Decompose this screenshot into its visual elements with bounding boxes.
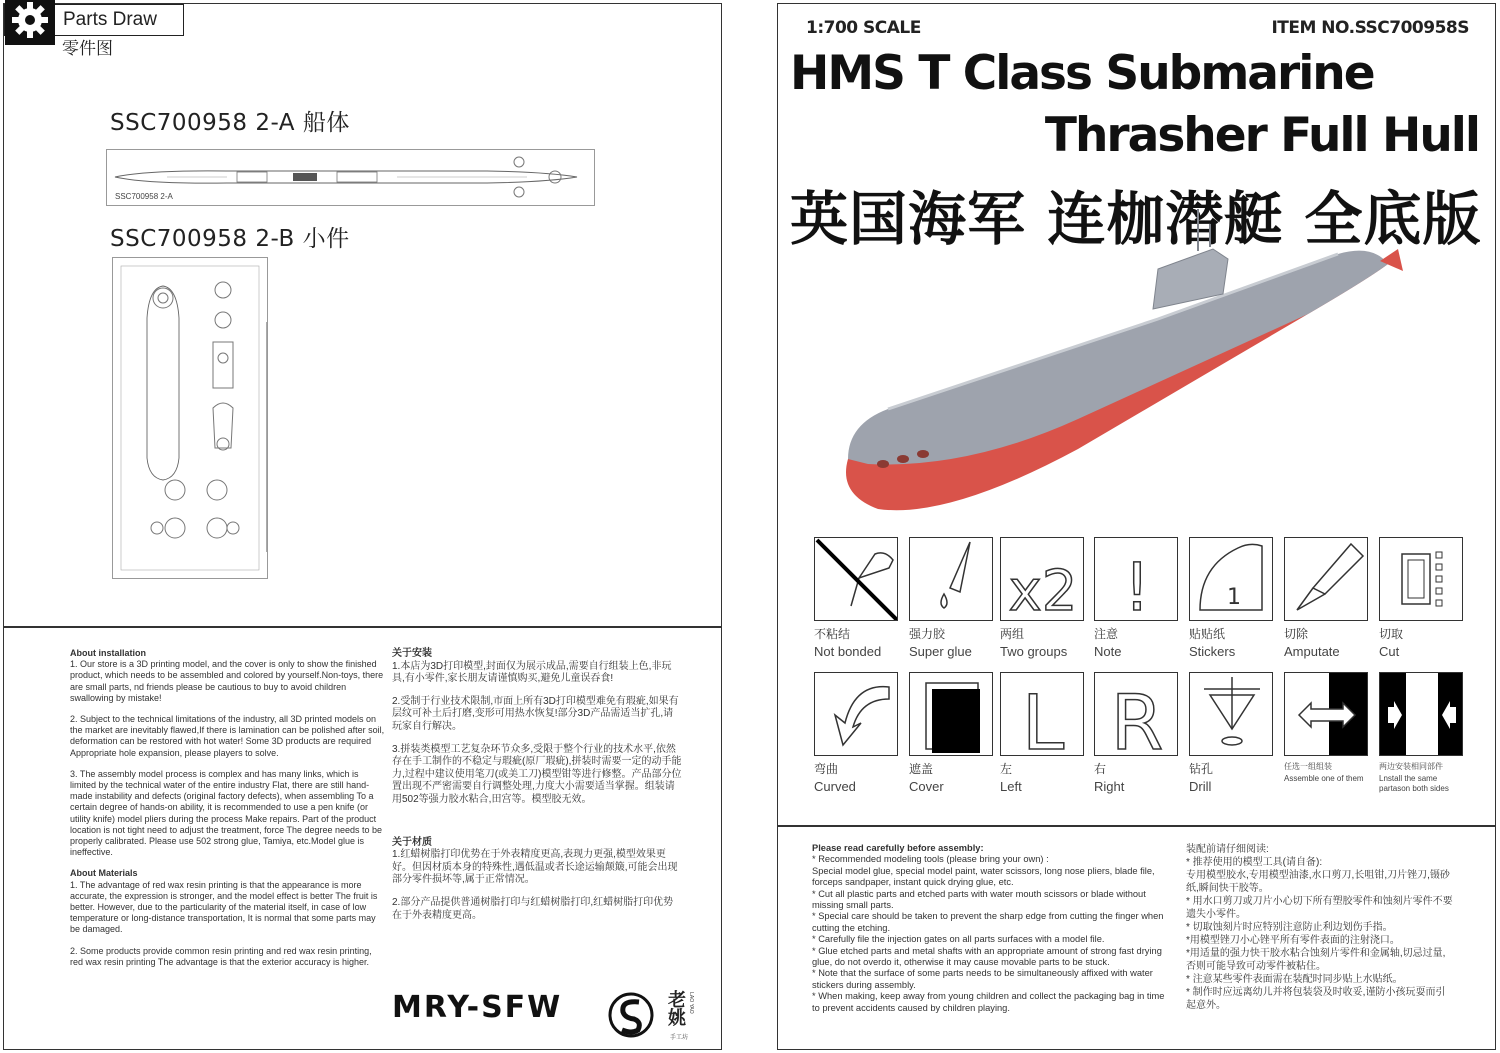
curved-icon [814, 672, 898, 756]
two-groups-icon [1000, 537, 1084, 621]
install-title-en: About installation [70, 648, 146, 658]
assembly-en-l2: Special model glue, special model paint, water scissors, long nose pliers, blade file, forceps sandpaper, instant quick drying glue, etc. [812, 865, 1155, 888]
cut-icon [1379, 537, 1463, 621]
materials-p1-cn: 1.红蜡树脂打印优势在于外表精度更高,表现力更强,模型效果更好。但因材质本身的特殊性,遇低温或者长途运输颠簸,可能会出现部分零件损坏等,属于正常情况。 [392, 849, 678, 886]
svg-text:L: L [1021, 678, 1065, 756]
icon-legend-item [1094, 537, 1180, 659]
icon-label-en: Two groups [1000, 644, 1068, 659]
icon-label-cn: 贴贴纸 [1189, 627, 1226, 641]
icon-label-en: Cover [909, 779, 944, 794]
icon-label-cn: 弯曲 [814, 762, 839, 776]
parts-draw-label: Parts Draw [63, 9, 157, 30]
seal-mark [662, 990, 702, 1040]
scale-label: 1:700 SCALE [806, 18, 921, 38]
title-line-2: Thrasher Full Hull [1044, 108, 1479, 163]
assembly-en-l8: * When making, keep away from young children and collect the packaging bag in time to prevent accidents caused by children playing. [812, 991, 1165, 1013]
icon-legend-item [1284, 672, 1370, 784]
assembly-en-l1: * Recommended modeling tools (please bring your own) : [812, 854, 1049, 865]
svg-text:R: R [1110, 678, 1164, 756]
assembly-cn-l1: * 推荐使用的模型工具(请自备): [1186, 857, 1323, 868]
icon-label-cn: 不粘结 [814, 627, 851, 641]
right-icon [1094, 672, 1178, 756]
assembly-title-cn: 装配前请仔细阅读: [1186, 844, 1269, 855]
note-icon [1094, 537, 1178, 621]
icon-legend-item [909, 672, 995, 794]
icon-legend-item [1379, 672, 1465, 794]
icon-label-en: Not bonded [814, 644, 882, 659]
icon-label-en: Stickers [1189, 644, 1236, 659]
drill-icon [1189, 672, 1273, 756]
icon-legend-item [814, 672, 900, 794]
assemble-one-icon [1284, 672, 1368, 756]
assembly-en-l5: * Carefully file the injection gates on all parts surfaces with a model file. [812, 934, 1105, 945]
assembly-cn-l6: *用适量的强力快干胶水粘合蚀刻片零件和金属轴,切忌过量,否则可能导致可动零件被粘住。 [1186, 948, 1446, 972]
icon-legend-item [1379, 537, 1465, 659]
icon-label-en: Right [1094, 779, 1125, 794]
amputate-icon [1284, 537, 1368, 621]
icon-legend-item [1000, 672, 1086, 794]
install-p1-cn: 1.本店为3D打印模型,封面仅为展示成品,需要自行组装上色,非玩具,有小零件,家长朋友请谨慎购买,避免儿童误吞食! [392, 660, 672, 685]
parts-draw-label-cn: 零件图 [62, 39, 113, 59]
part-b-title: SSC700958 2-B 小件 [110, 226, 350, 252]
assembly-cn-l4: * 切取蚀刻片时应特别注意防止利边划伤手指。 [1186, 922, 1393, 933]
parts-draw-header [4, 4, 184, 36]
assembly-title-en: Please read carefully before assembly: [812, 843, 984, 853]
small-parts-plate [112, 257, 268, 579]
materials-p1-en: 1. The advantage of red wax resin printing is that the appearance is more accurate, the expression is stronger, and the model effect is better The fruit is better. However, due to the particularity of the material itself, in case of low temperature or long-distance transportation, It is normal that some parts may be damaged. [70, 879, 378, 935]
icon-label-en: Amputate [1284, 644, 1340, 659]
icon-label-cn: 两组 [1000, 627, 1025, 641]
icon-label-cn: 任选一组组装 [1284, 762, 1332, 771]
assembly-en-l4: * Special care should be taken to prevent the sharp edge from cutting the finger when cutting the etching. [812, 911, 1164, 933]
gear-icon [5, 0, 55, 45]
stickers-icon [1189, 537, 1273, 621]
assembly-cn-l2: 专用模型胶水,专用模型油漆,水口剪刀,长咀钳,刀片锉刀,镊砂纸,瞬间快干胶等。 [1186, 870, 1450, 894]
install-p1-en: 1. Our store is a 3D printing model, and the cover is only to show the finished product, which needs to be assembled and colored by yourself.Non-toys, there are small parts, nd friends please be cautious to buy to avoid children swallowing by mistake! [70, 659, 384, 703]
install-p3-cn: 3.拼装类模型工艺复杂环节众多,受限于整个行业的技术水平,依然存在手工制作的不稳定与瑕疵(原厂瑕疵),拼装时需要一定的动手能力,过程中建议使用笔刀(或美工刀)模型钳等进行修整。产品部分位置出现不严密需要自行调整处理,力度大小需要适当掌握。组装请用502等强力胶水粘合,田宫等。模型胶无效。 [392, 743, 682, 805]
plate-tabs [266, 322, 273, 552]
icon-label-cn: 切取 [1379, 627, 1404, 641]
title-cn: 英国海军 连枷潜艇 全底版 [790, 185, 1482, 253]
icon-label-cn: 注意 [1094, 627, 1119, 641]
seal-sub-text: 手工坊 [670, 1034, 689, 1041]
icon-legend-item [1000, 537, 1086, 659]
icon-label-en: Assemble one of them [1284, 774, 1364, 783]
icon-label-en: Lnstall the same partason both sides [1379, 774, 1449, 793]
install-title-cn: 关于安装 [392, 648, 432, 659]
notes-en-column [70, 648, 386, 978]
submarine-illustration [828, 209, 1428, 519]
icon-label-cn: 钻孔 [1189, 762, 1214, 776]
icon-label-en: Left [1000, 779, 1022, 794]
icon-label-cn: 右 [1094, 762, 1107, 776]
icon-legend-item [1284, 537, 1370, 659]
assembly-notes-panel [777, 826, 1496, 1050]
hull-plate-drawing [107, 150, 594, 205]
svg-text:x2: x2 [1008, 559, 1078, 621]
icon-label-en: Cut [1379, 644, 1400, 659]
left-icon [1000, 672, 1084, 756]
seal-small-text: LAO YAO [688, 992, 694, 1014]
part-a-title: SSC700958 2-A 船体 [110, 110, 350, 136]
assembly-cn-l3: * 用水口剪刀或刀片小心切下所有塑胶零件和蚀刻片零件不要遗失小零件。 [1186, 896, 1453, 920]
assembly-cn-l8: * 制作时应远离幼儿并将包装袋及时收妥,谨防小孩玩耍而引起意外。 [1186, 987, 1446, 1011]
small-parts-drawing [113, 258, 267, 578]
assembly-en-l7: * Note that the surface of some parts needs to be simultaneously affixed with water stickers during assembly. [812, 968, 1153, 990]
icon-label-en: Curved [814, 779, 856, 794]
icon-label-cn: 切除 [1284, 627, 1309, 641]
assembly-en-l6: * Glue etched parts and metal shafts with an appropriate amount of strong fast drying glue, do not overdo it, otherwise it may cause movable parts to be stuck. [812, 945, 1162, 968]
assembly-en-l3: * Cut all plastic parts and etched parts with water mouth scissors or blade without missing small parts. [812, 888, 1146, 911]
assembly-cn-l7: * 注意某些零件表面需在装配时同步贴上水贴纸。 [1186, 974, 1403, 985]
brand-mark-icon [606, 992, 656, 1038]
icon-label-cn: 两边安装相同部件 [1379, 762, 1443, 771]
icon-legend-item [909, 537, 995, 659]
hull-plate-label: SSC700958 2-A [115, 192, 173, 201]
icon-label-cn: 左 [1000, 762, 1013, 776]
same-both-sides-icon [1379, 672, 1463, 756]
assembly-cn-l5: *用模型锉刀小心锉平所有零件表面的注射浇口。 [1186, 935, 1400, 946]
notes-cn-column [392, 648, 682, 932]
title-line-1: HMS T Class Submarine [790, 46, 1374, 101]
icon-label-en: Super glue [909, 644, 972, 659]
super-glue-icon [909, 537, 993, 621]
hull-plate [106, 149, 595, 206]
install-p2-cn: 2.受制于行业技术限制,市面上所有3D打印模型难免有瑕疵,如果有层纹可补土后打磨,变形可用热水恢复!部分3D产品需适当扩孔,请玩家自行解决。 [392, 695, 679, 732]
notes-panel [3, 627, 722, 1050]
icon-legend-item [1094, 672, 1180, 794]
seal-text: 老姚 [665, 990, 686, 1026]
icon-label-cn: 强力胶 [909, 627, 946, 641]
icon-label-cn: 遮盖 [909, 762, 934, 776]
cover-panel [777, 3, 1496, 826]
icon-label-en: Note [1094, 644, 1122, 659]
icon-legend-item [1189, 672, 1275, 794]
item-number: ITEM NO.SSC700958S [1271, 18, 1469, 38]
materials-p2-cn: 2.部分产品提供普通树脂打印与红蜡树脂打印,红蜡树脂打印优势在于外表精度更高。 [392, 896, 674, 921]
assembly-cn-column [1186, 843, 1454, 1012]
parts-draw-panel [3, 3, 722, 627]
not-bonded-icon [814, 537, 898, 621]
icon-legend-item [814, 537, 900, 659]
install-p2-en: 2. Subject to the technical limitations of the industry, all 3D printed models on the market are inevitably flawed,If there is lamination can be polished after soil, deformation can be restored with hot water! Some 3D products are required Appropriate hole expansion, please players to solve. [70, 714, 385, 758]
assembly-en-column [812, 843, 1174, 1014]
materials-p2-en: 2. Some products provide common resin printing and red wax resin printing, red wax resin printing The advantage is that the exterior accuracy is higher. [70, 945, 372, 967]
install-p3-en: 3. The assembly model process is complex and has many links, which is limited by the technical water of the entire industry Flat, there are still hand-made instability and defects (original factory defects), when assembling To a certain degree of hands-on ability, it is recommended to use a pen knife (or utility knife) model pliers during the process Make repairs. Part of the product location is not tight need to adjust the treatment, force The degree needs to be properly calibrated. Please use 502 strong glue, Tamiya, etc.Model glue is ineffective. [70, 768, 383, 858]
materials-title-cn: 关于材质 [392, 836, 432, 848]
svg-text:1: 1 [1227, 585, 1241, 610]
cover-icon [909, 672, 993, 756]
svg-text:!: ! [1123, 549, 1151, 621]
icon-legend-item [1189, 537, 1275, 659]
materials-title-en: About Materials [70, 868, 138, 879]
brand-logo: MRY-SFW [392, 990, 563, 1025]
icon-label-en: Drill [1189, 779, 1212, 794]
